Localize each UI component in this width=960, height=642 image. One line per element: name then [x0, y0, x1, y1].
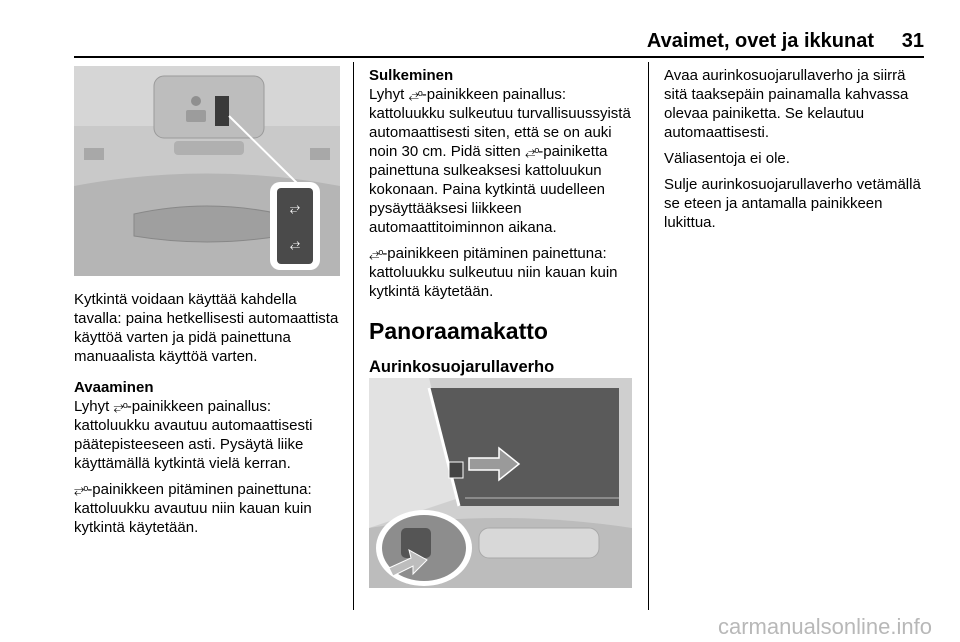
closing-paragraph-2: [369, 244, 635, 301]
sunroof-close-icon: ⥄ᵒ: [408, 87, 422, 102]
column-1: [74, 290, 346, 544]
col3-paragraph-1: Avaa aurinkosuojarullaverho ja siirrä sitä taaksepäin painamalla kahvassa olevaa painiketta. Se kelautuu automaattisesti.: [664, 67, 909, 141]
page-header: [74, 30, 924, 54]
sunblind-figure: [369, 378, 632, 588]
subsection-heading: Aurinkosuojarullaverho: [369, 358, 555, 376]
sunroof-close-icon: ⥄ᵒ: [369, 246, 383, 261]
column-divider-1: [353, 62, 354, 610]
watermark-link[interactable]: carmanualsonline.info: [717, 614, 932, 639]
closing-paragraph-1: [369, 85, 635, 237]
opening-heading: Avaaminen: [74, 379, 154, 396]
svg-text:⥂: ⥂: [289, 201, 301, 216]
closing-heading: Sulkeminen: [369, 67, 454, 84]
sunroof-open-icon: ⥂ᵒ: [113, 399, 127, 414]
section-heading: Panoraamakatto: [369, 318, 548, 344]
closing-text-1-pre: Lyhyt: [369, 86, 405, 103]
header-rule: [74, 56, 924, 58]
opening-text-2: -painikkeen pitäminen painettuna: kattoluukku avautuu niin kauan kuin kytkintä käytetään.: [74, 481, 312, 536]
intro-paragraph: Kytkintä voidaan käyttää kahdella tavalla: paina hetkellisesti automaattista käyttöä varten ja pidä painettuna manuaalista käyttöä varten.: [74, 291, 339, 365]
column-3: [664, 66, 926, 239]
opening-paragraph-2: [74, 480, 346, 537]
overhead-console-figure: [74, 66, 340, 276]
chapter-title: Avaimet, ovet ja ikkunat: [646, 30, 874, 52]
sunroof-open-icon: ⥂ᵒ: [74, 482, 88, 497]
column-divider-2: [648, 62, 649, 610]
sunroof-close-icon: ⥄ᵒ: [524, 144, 539, 159]
column-2: [369, 66, 635, 391]
col3-paragraph-3: Sulje aurinkosuojarullaverho vetämällä se eteen ja antamalla painikkeen lukittua.: [664, 176, 921, 231]
page-number: 31: [901, 30, 924, 52]
opening-text-1-post: -painikkeen painallus: kattoluukku avautuu automaattisesti päätepisteeseen asti. Pysäytä liike käyttämällä kytkintä vielä kerran.: [74, 398, 313, 472]
svg-text:⥄: ⥄: [289, 237, 301, 252]
closing-text-2: -painikkeen pitäminen painettuna: kattoluukku sulkeutuu niin kauan kuin kytkintä käytetään.: [369, 245, 618, 300]
opening-paragraph-1: [74, 397, 346, 473]
closing-text-1-post: -painiketta painettuna sulkeaksesi kattoluukun kokonaan. Paina kytkintä uudelleen pysäyttääksesi liikkeen automaattitoiminnon aikana.: [369, 143, 608, 236]
closing-text-1-mid: -painikkeen painallus: kattoluukku sulkeutuu turvallisuussyistä automaattisesti siten, että se on auki noin 30 cm. Pidä sitten: [369, 86, 631, 160]
opening-text-1-pre: Lyhyt: [74, 398, 110, 415]
col3-paragraph-2: Väliasentoja ei ole.: [664, 150, 790, 167]
